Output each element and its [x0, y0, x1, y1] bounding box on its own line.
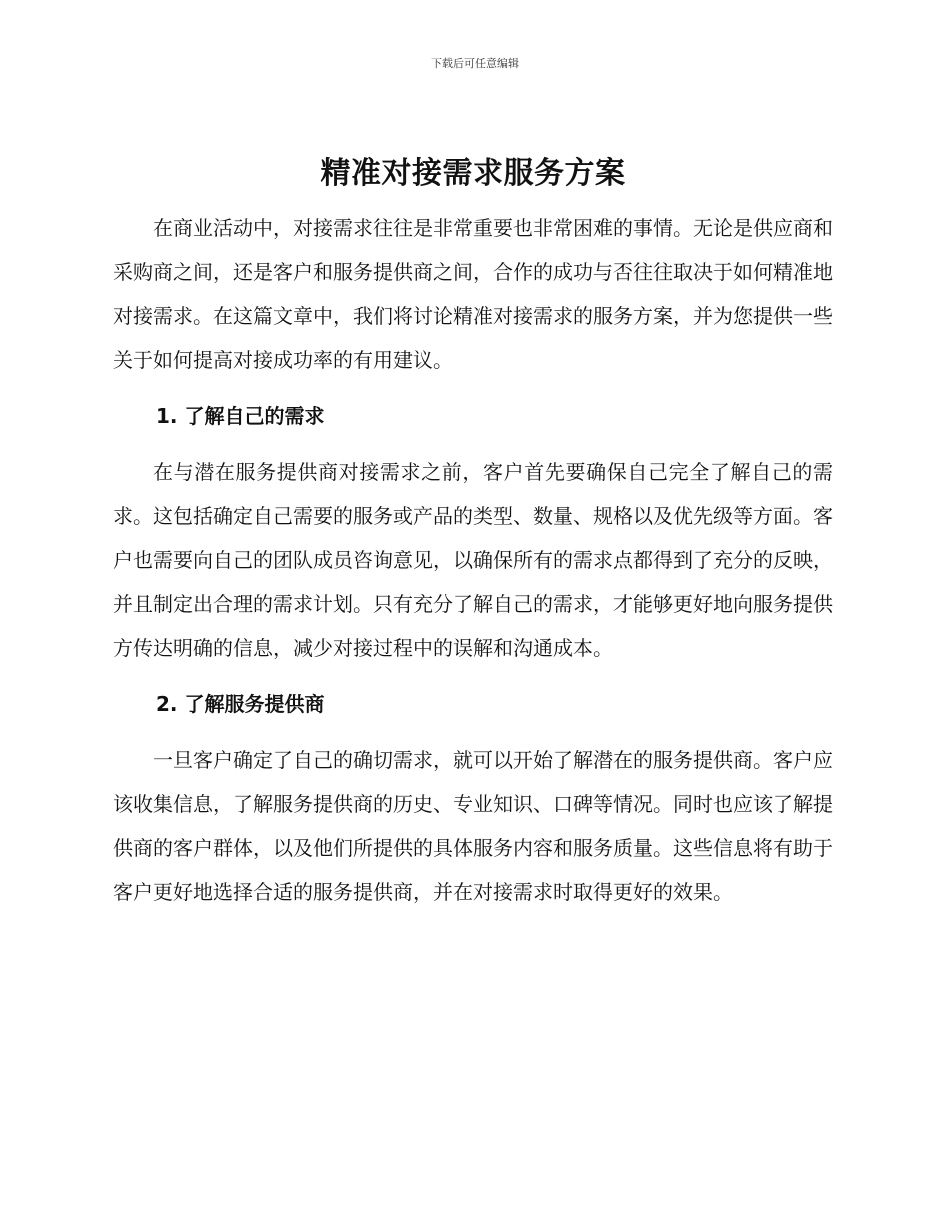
document-title: 精准对接需求服务方案: [320, 156, 626, 191]
document-content: [113, 148, 833, 914]
intro-paragraph: 在商业活动中，对接需求往往是非常重要也非常困难的事情。无论是供应商和采购商之间，还是客户和服务提供商之间，合作的成功与否往往取决于如何精准地对接需求。在这篇文章中，我们将讨论精准对接需求的服务方案，并为您提供一些关于如何提高对接成功率的有用建议。: [113, 216, 833, 372]
section-heading-2: 2. 了解服务提供商: [156, 692, 325, 716]
section-body-1: 在与潜在服务提供商对接需求之前，客户首先要确保自己完全了解自己的需求。这包括确定自己需要的服务或产品的类型、数量、规格以及优先级等方面。客户也需要向自己的团队成员咨询意见，以确保所有的需求点都得到了充分的反映，并且制定出合理的需求计划。只有充分了解自己的需求，才能够更好地向服务提供方传达明确的信息，减少对接过程中的误解和沟通成本。: [113, 460, 833, 660]
header-note: 下载后可任意编辑: [431, 57, 519, 70]
section-heading-1: 1. 了解自己的需求: [156, 404, 325, 428]
section-body-2: 一旦客户确定了自己的确切需求，就可以开始了解潜在的服务提供商。客户应该收集信息，了解服务提供商的历史、专业知识、口碑等情况。同时也应该了解提供商的客户群体，以及他们所提供的具体服务内容和服务质量。这些信息将有助于客户更好地选择合适的服务提供商，并在对接需求时取得更好的效果。: [113, 748, 833, 904]
